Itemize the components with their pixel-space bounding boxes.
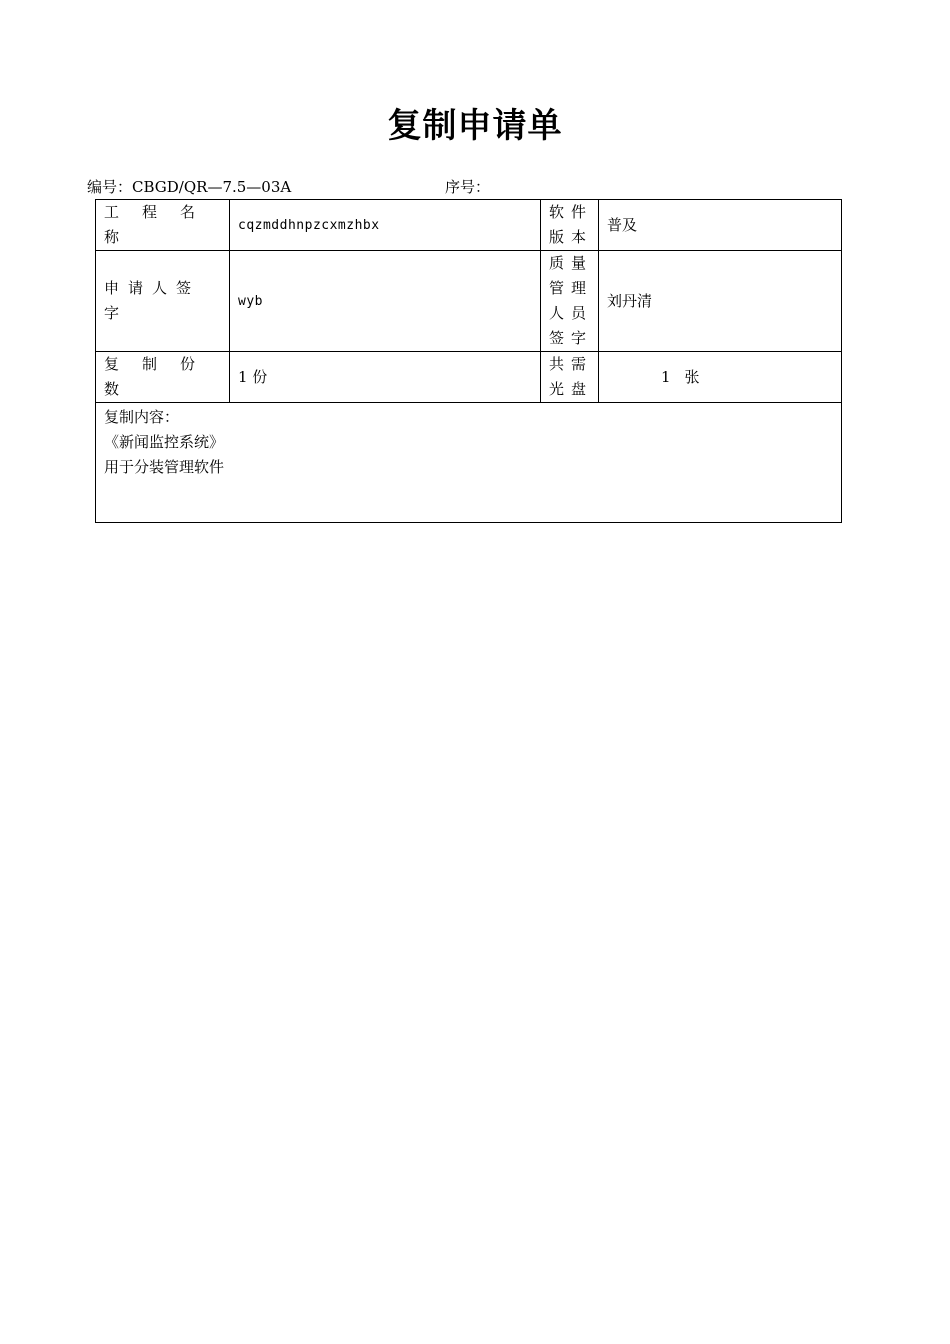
copy-content-label: 复制内容：: [104, 408, 180, 426]
discs-needed-label: 共需光盘: [541, 352, 599, 403]
qa-signature-label: 质量管理人员签字: [541, 251, 599, 352]
copy-count-label: 复制份数: [104, 355, 219, 398]
form-code-value: CBGD/QR—7.5—03A: [132, 178, 292, 196]
table-row-content: [96, 403, 842, 523]
applicant-signature-label-cell: [96, 251, 230, 352]
copy-content-line-2: 用于分装管理软件: [104, 458, 225, 476]
applicant-signature-value: wyb: [230, 251, 541, 352]
copy-count-value: 1 份: [230, 352, 541, 403]
project-name-label-cell: [96, 200, 230, 251]
table-row-applicant: [96, 251, 842, 352]
discs-needed-number: 1: [661, 367, 671, 386]
form-sequence: [445, 176, 490, 198]
applicant-signature-label: 申请人签字: [104, 279, 201, 322]
software-version-label: 软件版本: [541, 200, 599, 251]
copy-content-cell: [96, 403, 842, 523]
qa-signature-value: 刘丹清: [599, 251, 842, 352]
form-sequence-label: 序号：: [445, 178, 491, 196]
form-title: 复制申请单: [387, 106, 563, 146]
project-name-label: [104, 200, 221, 250]
copy-content-line-1: 《新闻监控系统》: [104, 433, 225, 451]
table-row-copies: [96, 352, 842, 403]
project-name-value: cqzmddhnpzcxmzhbx: [230, 200, 541, 251]
form-code: [87, 176, 291, 198]
application-table: [95, 199, 842, 523]
copy-count-label-cell: [96, 352, 230, 403]
discs-needed-value: [599, 352, 842, 403]
software-version-value: 普及: [599, 200, 842, 251]
table-row-project: [96, 200, 842, 251]
form-code-label: 编号：: [87, 178, 133, 196]
project-name-label-text: 工程名称: [104, 203, 219, 246]
discs-needed-unit: 张: [684, 367, 700, 386]
